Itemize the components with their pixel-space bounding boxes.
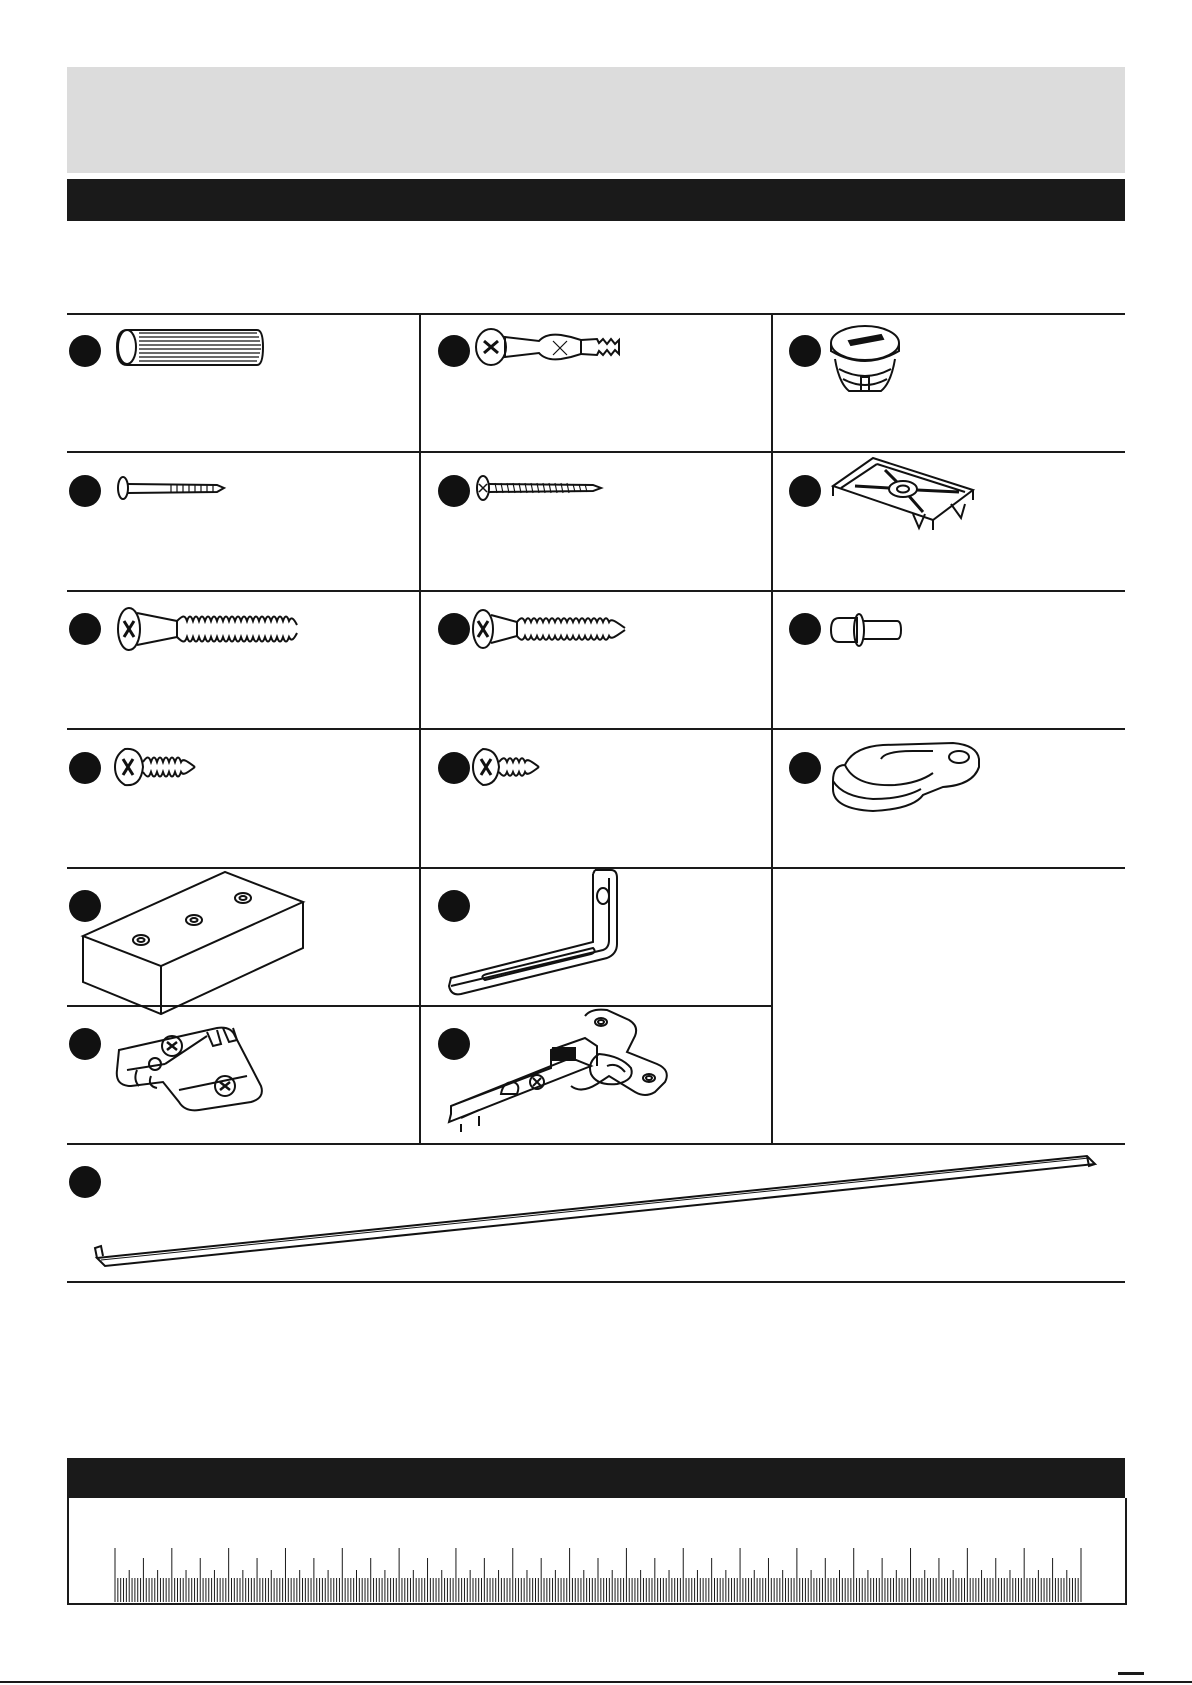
part-back-panel-clip xyxy=(773,452,1125,590)
wooden-dowel-icon xyxy=(67,313,419,451)
hinge-mounting-plate-icon xyxy=(67,1006,419,1143)
part-hinge xyxy=(421,1006,771,1143)
part-rail-support xyxy=(773,729,1125,867)
part-euro-screw xyxy=(67,591,419,728)
euro-screw-icon xyxy=(67,591,419,728)
rail-support-icon xyxy=(773,729,1125,867)
title-banner xyxy=(67,67,1125,173)
back-panel-clip-icon xyxy=(773,452,1125,590)
grid-rule xyxy=(67,1281,1125,1283)
part-l-bracket xyxy=(421,868,771,1005)
part-short-screw-small xyxy=(421,729,771,867)
short-screw-small-icon xyxy=(421,729,771,867)
measurement-ruler xyxy=(67,1498,1127,1605)
wood-screw-icon xyxy=(421,591,771,728)
ruler-scale-icon xyxy=(69,1498,1125,1603)
part-wood-screw xyxy=(421,591,771,728)
part-long-screw xyxy=(421,452,771,590)
part-hanging-rail xyxy=(67,1144,1125,1281)
ruler-header-bar xyxy=(67,1458,1125,1498)
part-dowel xyxy=(67,313,419,451)
part-shelf-pin xyxy=(773,591,1125,728)
part-drill-block xyxy=(67,868,419,1005)
part-cam-bolt xyxy=(421,313,771,451)
l-bracket-icon xyxy=(421,868,771,1005)
hanging-rail-icon xyxy=(67,1144,1125,1281)
section-header-bar xyxy=(67,179,1125,221)
cam-lock-icon xyxy=(773,313,1125,451)
long-screw-icon xyxy=(421,452,771,590)
part-short-screw-large xyxy=(67,729,419,867)
short-screw-icon xyxy=(67,729,419,867)
nail-icon xyxy=(67,452,419,590)
part-hinge-plate xyxy=(67,1006,419,1143)
page-bottom-rule xyxy=(0,1681,1192,1683)
hinge-icon xyxy=(421,1006,771,1143)
part-cam-lock xyxy=(773,313,1125,451)
page-corner-mark xyxy=(1118,1672,1144,1675)
cam-bolt-icon xyxy=(421,313,771,451)
shelf-pin-icon xyxy=(773,591,1125,728)
part-nail xyxy=(67,452,419,590)
drill-block-icon xyxy=(67,868,419,1005)
